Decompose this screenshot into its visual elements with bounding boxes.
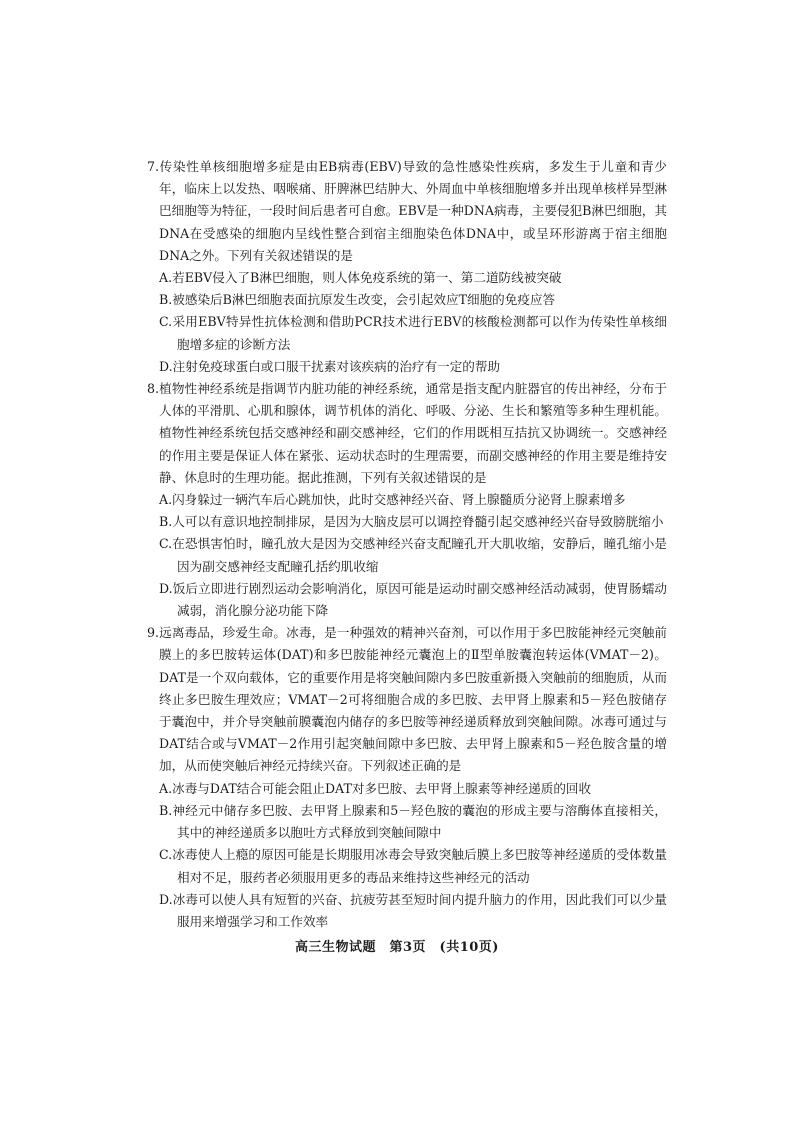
- option-d: D.注射免疫球蛋白或口服干扰素对该疾病的治疗有一定的帮助: [159, 358, 501, 374]
- exam-page-content: [147, 156, 667, 933]
- page-footer: 高三生物试题 第3页 (共10页): [295, 940, 499, 955]
- option-c: C.冰毒使人上瘾的原因可能是长期服用冰毒会导致突触后膜上多巴胺等神经递质的受体数量相对不足，服药者必须服用更多的毒品来维持这些神经元的活动: [159, 847, 667, 885]
- question-8: [147, 378, 667, 622]
- option-b: B.人可以有意识地控制排尿，是因为大脑皮层可以调控脊髓引起交感神经兴奋导致膀胱缩小: [159, 514, 664, 530]
- option-a: A.闪身躲过一辆汽车后心跳加快，此时交感神经兴奋、肾上腺髓质分泌肾上腺素增多: [159, 492, 626, 508]
- option-a: A.若EBV侵入了B淋巴细胞，则人体免疫系统的第一、第二道防线被突破: [159, 270, 562, 286]
- option-d: D.冰毒可以使人具有短暂的兴奋、抗疲劳甚至短时间内提升脑力的作用，因此我们可以少量服用来增强学习和工作效率: [159, 891, 667, 929]
- question-7: [147, 156, 667, 378]
- option-b: B.被感染后B淋巴细胞表面抗原发生改变，会引起效应T细胞的免疫应答: [159, 292, 556, 308]
- question-9: [147, 622, 667, 933]
- option-b: B.神经元中储存多巴胺、去甲肾上腺素和5－羟色胺的囊泡的形成主要与溶酶体直接相关，其中的神经递质多以胞吐方式释放到突触间隙中: [159, 802, 667, 841]
- option-c: C.在恐惧害怕时，瞳孔放大是因为交感神经兴奋支配瞳孔开大肌收缩，安静后，瞳孔缩小是因为副交感神经支配瞳孔括约肌收缩: [159, 536, 667, 574]
- option-c: C.采用EBV特异性抗体检测和借助PCR技术进行EBV的核酸检测都可以作为传染性单核细胞增多症的诊断方法: [159, 314, 667, 352]
- question-stem: 7.传染性单核细胞增多症是由EB病毒(EBV)导致的急性感染性疾病，多发生于儿童和青少年，临床上以发热、咽喉痛、肝脾淋巴结肿大、外周血中单核细胞增多并出现单核样异型淋巴细胞等为特征，一段时间后患者可自愈。EBV是一种DNA病毒，主要侵犯B淋巴细胞，其DNA在受感染的细胞内呈线性整合到宿主细胞染色体DNA中，或呈环形游离于宿主细胞DNA之外。下列有关叙述错误的是: [147, 159, 667, 263]
- option-d: D.饭后立即进行剧烈运动会影响消化，原因可能是运动时副交感神经活动减弱，使胃肠蠕动减弱，消化腺分泌功能下降: [159, 580, 667, 619]
- question-stem: 8.植物性神经系统是指调节内脏功能的神经系统，通常是指支配内脏器官的传出神经，分布于人体的平滑肌、心肌和腺体，调节机体的消化、呼吸、分泌、生长和繁殖等多种生理机能。植物性神经系统包括交感神经和副交感神经，它们的作用既相互拮抗又协调统一。交感神经的作用主要是保证人体在紧张、运动状态时的生理需要，而副交感神经的作用主要是维持安静、休息时的生理功能。据此推测，下列有关叙述错误的是: [147, 381, 667, 485]
- question-stem: 9.远离毒品，珍爱生命。冰毒，是一种强效的精神兴奋剂，可以作用于多巴胺能神经元突触前膜上的多巴胺转运体(DAT)和多巴胺能神经元囊泡上的Ⅱ型单胺囊泡转运体(VMAT－2)。DAT是一个双向载体，它的重要作用是将突触间隙内多巴胺重新摄入突触前的细胞质，从而终止多巴胺生理效应；VMAT－2可将细胞合成的多巴胺、去甲肾上腺素和5－羟色胺储存于囊泡中，并介导突触前膜囊泡内储存的多巴胺等神经递质释放到突触间隙。冰毒可通过与DAT结合或与VMAT－2作用引起突触间隙中多巴胺、去甲肾上腺素和5－羟色胺含量的增加，从而使突触后神经元持续兴奋。下列叙述正确的是: [147, 625, 667, 774]
- option-a: A.冰毒与DAT结合可能会阻止DAT对多巴胺、去甲肾上腺素等神经递质的回收: [159, 780, 592, 796]
